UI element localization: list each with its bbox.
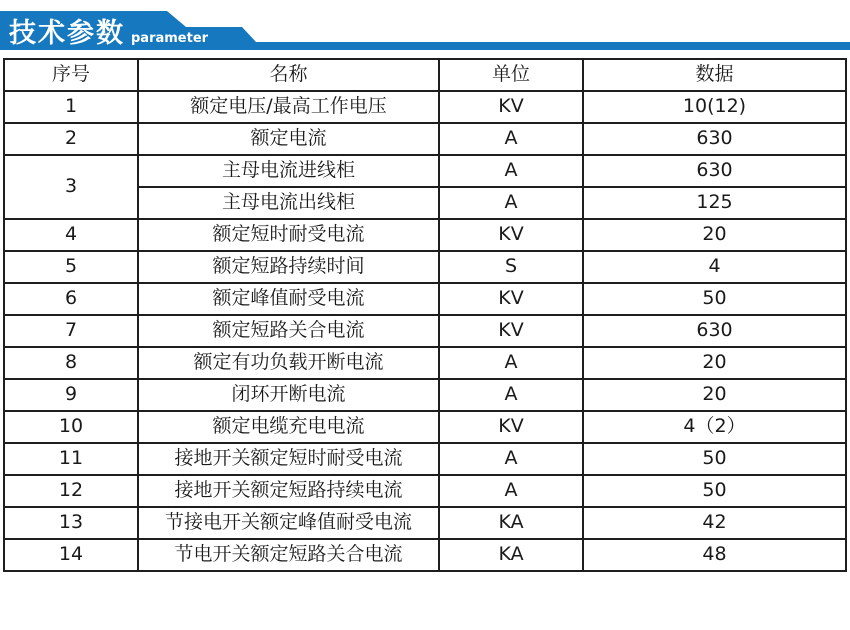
cell-unit: KV xyxy=(439,283,583,315)
banner-ribbon-shape xyxy=(0,0,850,50)
cell-name: 额定峰值耐受电流 xyxy=(138,283,439,315)
header-name: 名称 xyxy=(138,59,439,91)
cell-name: 额定短路持续时间 xyxy=(138,251,439,283)
cell-unit: A xyxy=(439,475,583,507)
cell-no: 14 xyxy=(4,539,138,571)
cell-unit: KV xyxy=(439,91,583,123)
cell-data: 630 xyxy=(583,123,846,155)
table-row xyxy=(4,411,846,443)
cell-data: 630 xyxy=(583,315,846,347)
table-row xyxy=(4,443,846,475)
cell-name: 闭环开断电流 xyxy=(138,379,439,411)
table-row xyxy=(4,507,846,539)
cell-unit: A xyxy=(439,347,583,379)
cell-name: 额定短时耐受电流 xyxy=(138,219,439,251)
table-row xyxy=(4,91,846,123)
cell-no: 11 xyxy=(4,443,138,475)
header-no: 序号 xyxy=(4,59,138,91)
cell-data: 4 xyxy=(583,251,846,283)
cell-data: 42 xyxy=(583,507,846,539)
cell-name: 额定电缆充电电流 xyxy=(138,411,439,443)
parameters-table xyxy=(3,58,847,572)
cell-no: 9 xyxy=(4,379,138,411)
cell-data: 125 xyxy=(583,187,846,219)
cell-data: 50 xyxy=(583,443,846,475)
table-row xyxy=(4,347,846,379)
cell-no: 1 xyxy=(4,91,138,123)
cell-name: 接地开关额定短时耐受电流 xyxy=(138,443,439,475)
section-subtitle: parameter xyxy=(131,31,209,46)
cell-data: 48 xyxy=(583,539,846,571)
cell-name: 额定电流 xyxy=(138,123,439,155)
cell-data: 50 xyxy=(583,283,846,315)
cell-no: 7 xyxy=(4,315,138,347)
table-row xyxy=(4,475,846,507)
cell-data: 10(12) xyxy=(583,91,846,123)
cell-name: 主母电流出线柜 xyxy=(138,187,439,219)
table-row xyxy=(4,155,846,187)
cell-data: 20 xyxy=(583,379,846,411)
cell-name: 额定有功负载开断电流 xyxy=(138,347,439,379)
table-row xyxy=(4,315,846,347)
table-row xyxy=(4,283,846,315)
cell-name: 额定短路关合电流 xyxy=(138,315,439,347)
cell-unit: KV xyxy=(439,315,583,347)
header-data: 数据 xyxy=(583,59,846,91)
cell-unit: A xyxy=(439,443,583,475)
cell-unit: A xyxy=(439,123,583,155)
cell-no: 6 xyxy=(4,283,138,315)
cell-no: 12 xyxy=(4,475,138,507)
table-row xyxy=(4,539,846,571)
table-header-row xyxy=(4,59,846,91)
cell-name: 主母电流进线柜 xyxy=(138,155,439,187)
header-unit: 单位 xyxy=(439,59,583,91)
cell-no: 4 xyxy=(4,219,138,251)
table-row xyxy=(4,251,846,283)
cell-name: 节接电开关额定峰值耐受电流 xyxy=(138,507,439,539)
cell-unit: A xyxy=(439,379,583,411)
cell-no: 13 xyxy=(4,507,138,539)
cell-unit: S xyxy=(439,251,583,283)
cell-unit: KV xyxy=(439,411,583,443)
table-row xyxy=(4,123,846,155)
cell-unit: KV xyxy=(439,219,583,251)
table-row xyxy=(4,219,846,251)
table-body xyxy=(4,91,846,571)
cell-unit: A xyxy=(439,187,583,219)
cell-name: 额定电压/最高工作电压 xyxy=(138,91,439,123)
cell-no: 5 xyxy=(4,251,138,283)
cell-name: 节电开关额定短路关合电流 xyxy=(138,539,439,571)
cell-data: 20 xyxy=(583,347,846,379)
table-row xyxy=(4,379,846,411)
cell-no: 10 xyxy=(4,411,138,443)
cell-data: 20 xyxy=(583,219,846,251)
cell-data: 50 xyxy=(583,475,846,507)
section-header-banner xyxy=(0,0,850,50)
cell-unit: KA xyxy=(439,507,583,539)
cell-unit: A xyxy=(439,155,583,187)
section-title: 技术参数 xyxy=(9,18,125,49)
cell-name: 接地开关额定短路持续电流 xyxy=(138,475,439,507)
cell-no: 8 xyxy=(4,347,138,379)
cell-unit: KA xyxy=(439,539,583,571)
cell-no: 2 xyxy=(4,123,138,155)
cell-data: 630 xyxy=(583,155,846,187)
cell-data: 4（2） xyxy=(583,411,846,443)
cell-no: 3 xyxy=(4,155,138,219)
